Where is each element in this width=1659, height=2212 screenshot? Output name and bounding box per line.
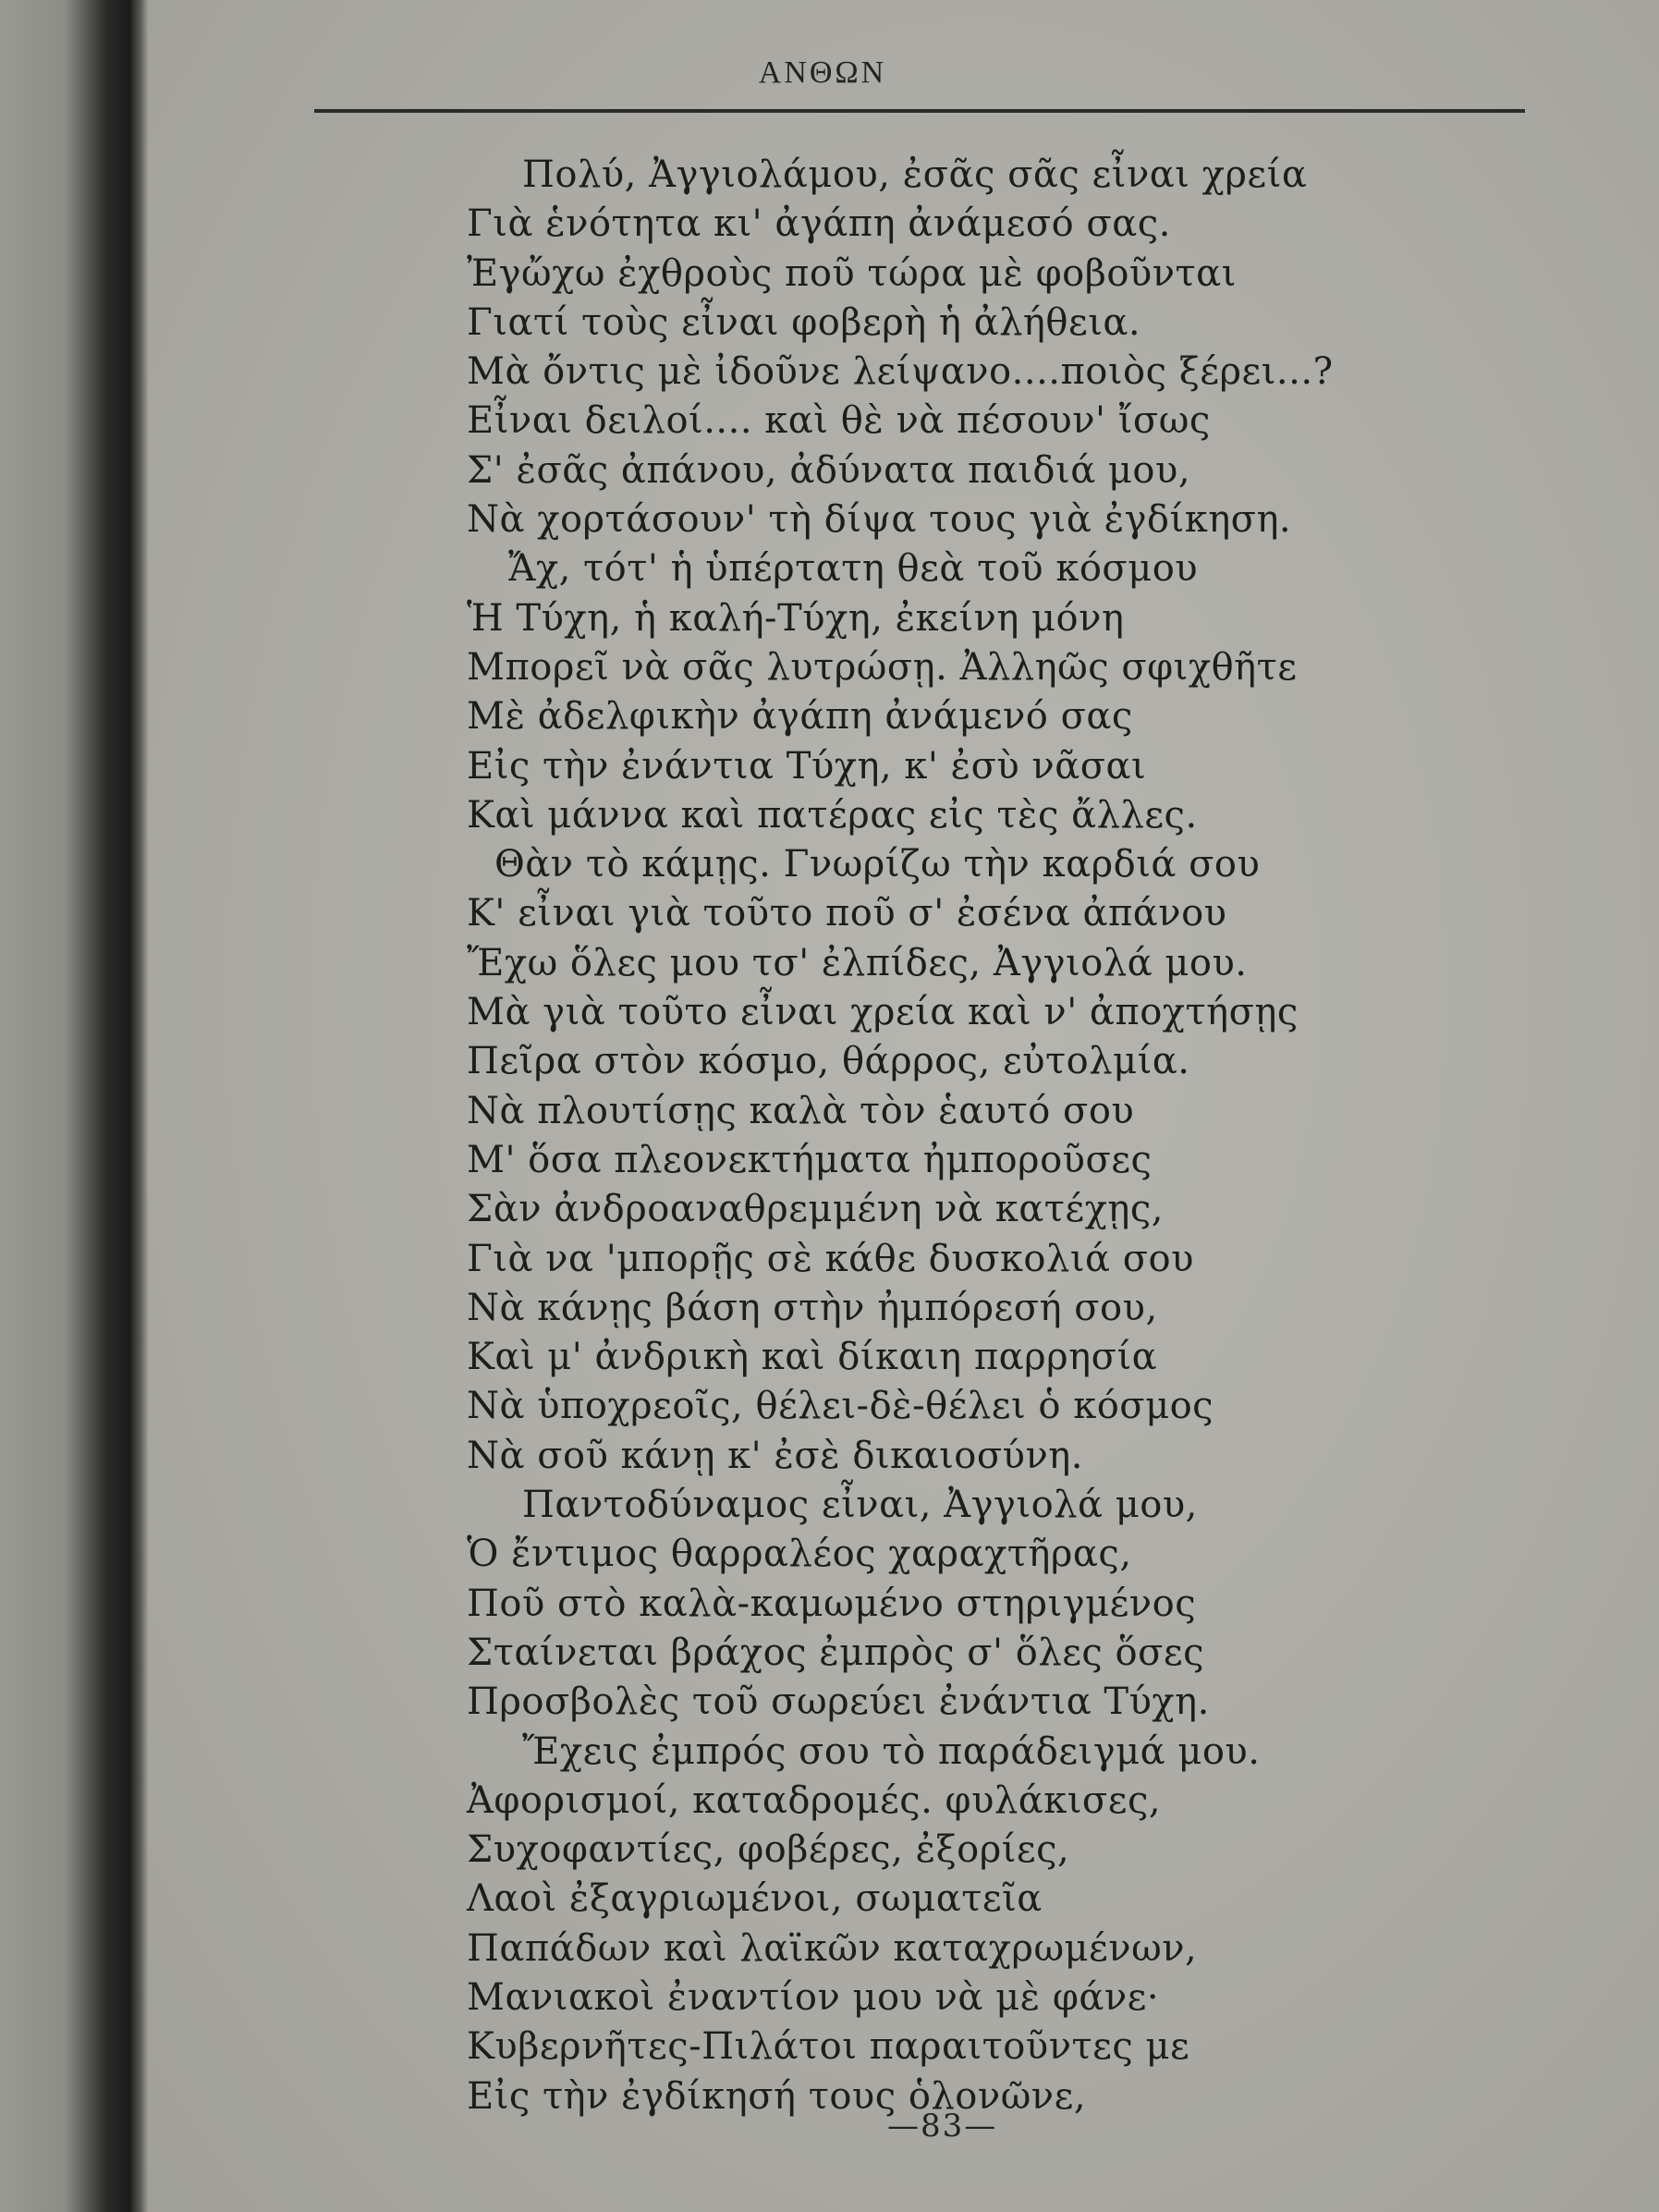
poem-line: Μανιακοὶ ἐναντίον μου νὰ μὲ φάνε· [467,1975,1160,2019]
poem-line: Ἐγὤχω ἐχθροὺς ποῦ τώρα μὲ φοβοῦνται [467,251,1237,295]
poem-line: Νὰ πλουτίσῃς καλὰ τὸν ἑαυτό σου [467,1089,1135,1132]
poem-line: Παντοδύναμος εἶναι, Ἀγγιολά μου, [522,1484,1198,1527]
poem-line: Πεῖρα στὸν κόσμο, θάρρος, εὐτολμία. [467,1040,1190,1083]
poem-line: Κυβερνῆτες-Πιλάτοι παραιτοῦντες με [467,2025,1190,2069]
poem-line: Ἔχω ὅλες μου τσ' ἐλπίδες, Ἀγγιολά μου. [467,941,1248,984]
poem-line: Συχοφαντίες, φοβέρες, ἐξορίες, [467,1828,1070,1872]
poem-line: Ἡ Τύχη, ἡ καλή-Τύχη, ἐκείνη μόνη [467,596,1125,640]
poem-line: Σ' ἐσᾶς ἀπάνου, ἀδύνατα παιδιά μου, [467,448,1191,492]
poem-line: Σὰν ἀνδροαναθρεμμένη νὰ κατέχῃς, [467,1188,1164,1231]
running-head: ΑΝΘΩΝ [758,55,887,90]
poem-line: Κ' εἶναι γιὰ τοῦτο ποῦ σ' ἐσένα ἀπάνου [467,892,1227,935]
poem-line: Ἔχεις ἐμπρός σου τὸ παράδειγμά μου. [522,1729,1261,1773]
poem-line: Μ' ὅσα πλεονεκτήματα ἠμποροῦσες [467,1138,1153,1181]
poem-line: Μὲ ἀδελφικὴν ἀγάπη ἀνάμενό σας [467,695,1133,739]
poem-line: Νὰ ὑποχρεοῖς, θέλει-δὲ-θέλει ὁ κόσμος [467,1385,1214,1428]
poem-line: Σταίνεται βράχος ἐμπρὸς σ' ὅλες ὅσες [467,1631,1205,1674]
book-gutter [0,0,148,2212]
poem-line: Προσβολὲς τοῦ σωρεύει ἐνάντια Τύχη. [467,1680,1210,1724]
poem-line: Ὁ ἔντιμος θαρραλέος χαραχτῆρας, [467,1533,1132,1576]
poem-line: Μπορεῖ νὰ σᾶς λυτρώσῃ. Ἀλληῶς σφιχθῆτε [467,645,1298,689]
poem-line: Καὶ μάννα καὶ πατέρας εἰς τὲς ἄλλες. [467,793,1198,837]
poem-line: Νὰ χορτάσουν' τὴ δίψα τους γιὰ ἐγδίκηση. [467,498,1292,542]
poem-line: Ποῦ στὸ καλὰ-καμωμένο στηριγμένος [467,1582,1197,1625]
header-rule [314,109,1525,113]
poem-line: Νὰ σοῦ κάνῃ κ' ἐσὲ δικαιοσύνη. [467,1434,1083,1477]
poem-line: Γιὰ ἑνότητα κι' ἀγάπη ἀνάμεσό σας. [467,202,1171,246]
poem-line: Ἄχ, τότ' ἡ ὑπέρτατη θεὰ τοῦ κόσμου [508,547,1199,591]
poem-line: Λαοὶ ἐξαγριωμένοι, σωματεῖα [467,1877,1043,1921]
poem-line: Νὰ κάνῃς βάση στὴν ἠμπόρεσή σου, [467,1286,1158,1329]
poem-body [467,151,1391,2121]
poem-line: Μὰ ὄντις μὲ ἰδοῦνε λείψανο....ποιὸς ξέρει...? [467,350,1334,394]
poem-line: Ἀφορισμοί, καταδρομές. φυλάκισες, [467,1778,1162,1822]
poem-line: Καὶ μ' ἀνδρικὴ καὶ δίκαιη παρρησία [467,1336,1158,1379]
poem-line: Εἶναι δειλοί.... καὶ θὲ νὰ πέσουν' ἴσως [467,399,1211,443]
poem-line: Πολύ, Ἀγγιολάμου, ἐσᾶς σᾶς εἶναι χρεία [522,153,1308,196]
page-number: —83— [887,2108,998,2145]
poem-line: Γιατί τοὺς εἶναι φοβερὴ ἡ ἀλήθεια. [467,300,1141,344]
poem-line: Εἰς τὴν ἐγδίκησή τους ὁλονῶνε, [467,2074,1087,2118]
poem-line: Εἰς τὴν ἐνάντια Τύχη, κ' ἐσὺ νᾶσαι [467,744,1147,788]
poem-line: Μὰ γιὰ τοῦτο εἶναι χρεία καὶ ν' ἀποχτήσῃς [467,991,1299,1034]
poem-line: Γιὰ να 'μπορῇς σὲ κάθε δυσκολιά σου [467,1237,1194,1280]
poem-line: Παπάδων καὶ λαϊκῶν καταχρωμένων, [467,1926,1198,1970]
poem-line: Θὰν τὸ κάμῃς. Γνωρίζω τὴν καρδιά σου [494,843,1261,886]
